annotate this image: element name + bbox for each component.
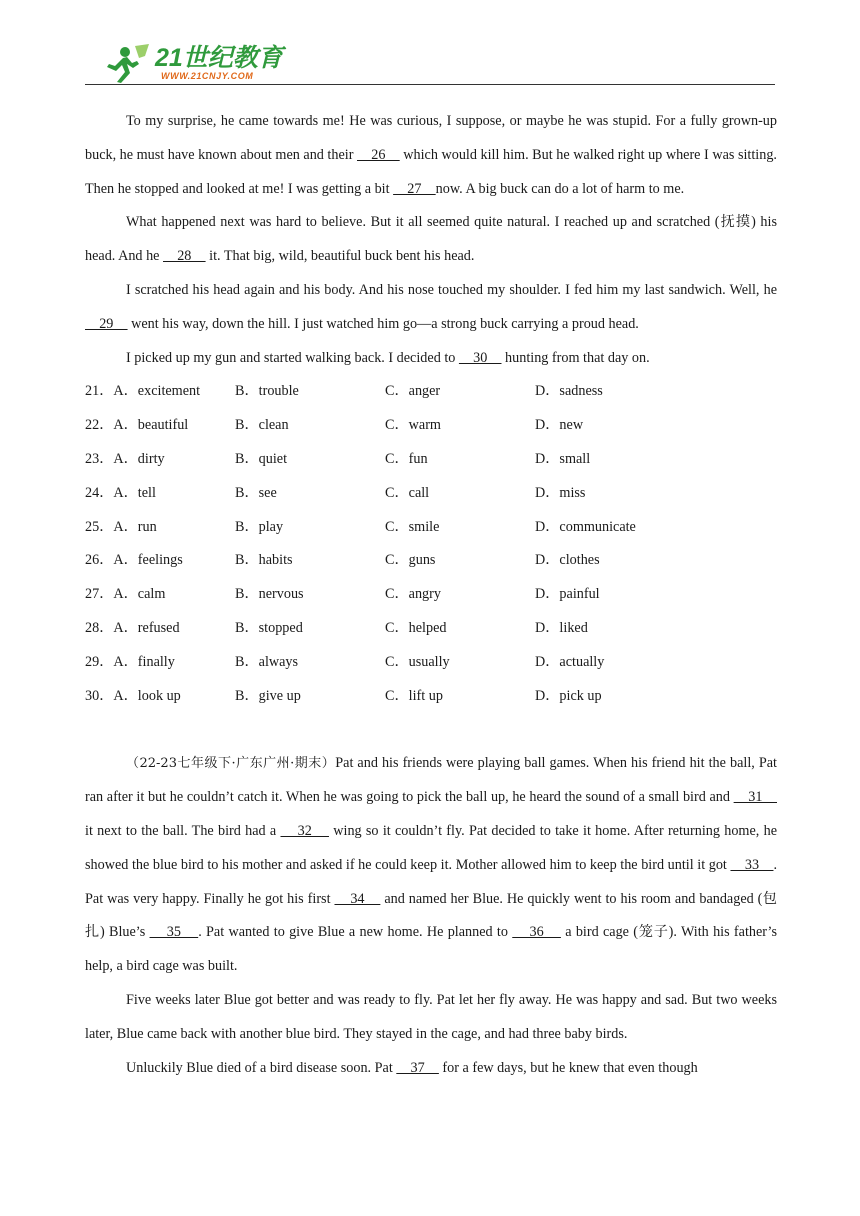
text-span: I scratched his head again and his body. And his nose touched my shoulder. I fed him my last sandwich. Well, he <box>126 281 777 298</box>
option-b: B．give up <box>235 687 301 704</box>
logo <box>105 40 283 84</box>
text-span: hunting from that day on. <box>501 349 650 366</box>
option-d: D．communicate <box>535 518 636 535</box>
text-span: To my surprise, he came towards me! He was curious, I suppose, or maybe he was stupid. For a fully grown-up buck, he must have known about men and their <box>85 113 777 163</box>
option-c: C．guns <box>385 552 436 569</box>
option-a: 24．A．tell <box>85 484 156 501</box>
option-d: D．liked <box>535 619 588 636</box>
blank-37: 37 <box>396 1059 439 1076</box>
option-b: B．clean <box>235 417 289 434</box>
option-b: B．trouble <box>235 383 299 400</box>
option-b: B．stopped <box>235 619 303 636</box>
page-header <box>85 40 775 86</box>
text-span: for a few days, but he knew that even though <box>438 1059 698 1076</box>
text-span: I picked up my gun and started walking back. I decided to <box>126 349 459 366</box>
option-d: D．pick up <box>535 687 602 704</box>
blank-35: 35 <box>149 924 199 941</box>
option-c: C．smile <box>385 518 440 535</box>
option-c: C．helped <box>385 619 447 636</box>
text-span: . Pat was very happy. Finally he got his first <box>85 856 778 907</box>
option-row-25 <box>85 511 777 545</box>
blank-30: 30 <box>458 349 502 366</box>
option-a: 27．A．calm <box>85 586 166 603</box>
option-a: 21．A．excitement <box>85 383 201 400</box>
option-row-23 <box>85 443 777 477</box>
option-d: D．actually <box>535 653 605 670</box>
option-d: D．miss <box>535 484 586 501</box>
option-a: 22．A．beautiful <box>85 417 189 434</box>
option-c: C．angry <box>385 586 441 603</box>
option-a: 28．A．refused <box>85 619 180 636</box>
text-span: and named her Blue. He quickly went to his room and bandaged (包扎) Blue’s <box>85 890 777 941</box>
option-row-21 <box>85 375 777 409</box>
option-row-28 <box>85 612 777 646</box>
option-c: C．anger <box>385 383 441 400</box>
text-span: Pat and his friends were playing ball games. When his friend hit the ball, Pat ran after it but he couldn’t catch it. When he was going to pick the ball up, he heard the sound of a small bird and <box>85 755 777 806</box>
option-b: B．habits <box>235 552 293 569</box>
passage2-paragraph-3 <box>85 1052 777 1086</box>
option-a: 29．A．finally <box>85 653 175 670</box>
option-b: B．quiet <box>235 450 288 467</box>
option-c: C．warm <box>385 417 441 434</box>
logo-text <box>155 45 283 81</box>
blank-28: 28 <box>163 248 206 265</box>
option-row-26 <box>85 544 777 578</box>
answer-options <box>85 375 777 713</box>
text-span: wing so it couldn’t fly. Pat decided to take it home. After returning home, he showed the blue bird to his mother and asked if he could keep it. Mother allowed him to keep the bird until it got <box>85 822 777 873</box>
option-b: B．play <box>235 518 284 535</box>
passage1-paragraph-1 <box>85 105 777 206</box>
option-c: C．fun <box>385 450 428 467</box>
option-c: C．lift up <box>385 687 443 704</box>
option-row-30 <box>85 680 777 714</box>
header-divider <box>85 84 775 85</box>
blank-36: 36 <box>512 924 561 941</box>
option-a: 26．A．feelings <box>85 552 183 569</box>
text-span: it. That big, wild, beautiful buck bent his head. <box>205 248 475 265</box>
option-c: C．call <box>385 484 430 501</box>
passage1-paragraph-2 <box>85 206 777 274</box>
blank-26: 26 <box>357 146 400 163</box>
option-d: D．painful <box>535 586 600 603</box>
option-b: B．nervous <box>235 586 304 603</box>
text-span: it next to the ball. The bird had a <box>85 822 281 839</box>
blank-32: 32 <box>280 822 329 839</box>
passage2-paragraph-2: Five weeks later Blue got better and was ready to fly. Pat let her fly away. He was happy and sad. But two weeks later, Blue came back with another blue bird. They stayed in the cage, and had three baby birds. <box>85 991 777 1042</box>
option-row-22 <box>85 409 777 443</box>
logo-url: WWW.21CNJY.COM <box>161 71 254 81</box>
text-span: What happened next was hard to believe. But it all seemed quite natural. I reached up and scratched (抚摸) his head. And he <box>85 214 777 265</box>
text-span: Unluckily Blue died of a bird disease soon. Pat <box>126 1059 397 1076</box>
runner-logo-icon <box>105 42 153 84</box>
section-gap <box>85 713 777 747</box>
option-row-24 <box>85 477 777 511</box>
blank-34: 34 <box>334 890 381 907</box>
document-body <box>85 105 777 1085</box>
option-a: 23．A．dirty <box>85 450 165 467</box>
passage1-paragraph-4 <box>85 342 777 376</box>
option-d: D．small <box>535 450 591 467</box>
blank-31: 31 <box>733 789 777 806</box>
text-span: went his way, down the hill. I just watched him go—a strong buck carrying a proud head. <box>127 315 639 332</box>
option-row-29 <box>85 646 777 680</box>
logo-title: 21世纪教育 <box>155 44 283 72</box>
option-d: D．new <box>535 417 584 434</box>
passage2-paragraph-1 <box>85 747 777 984</box>
text-span: a bird cage (笼子). With his father’s help, a bird cage was built. <box>85 924 778 975</box>
blank-27: 27 <box>393 180 436 197</box>
option-a: 30．A．look up <box>85 687 181 704</box>
passage1-paragraph-3 <box>85 274 777 342</box>
blank-29: 29 <box>85 315 128 332</box>
text-span: which would kill him. But he walked right up where I was sitting. Then he stopped and looked at me! I was getting a bit <box>85 146 777 197</box>
text-span: . Pat wanted to give Blue a new home. He planned to <box>198 924 513 941</box>
option-b: B．see <box>235 484 277 501</box>
option-d: D．clothes <box>535 552 600 569</box>
source-label: （22-23七年级下·广东广州·期末） <box>126 756 336 772</box>
text-span: now. A big buck can do a lot of harm to me. <box>435 180 685 197</box>
blank-33: 33 <box>730 856 774 873</box>
option-b: B．always <box>235 653 299 670</box>
option-row-27 <box>85 578 777 612</box>
option-c: C．usually <box>385 653 450 670</box>
option-d: D．sadness <box>535 383 603 400</box>
option-a: 25．A．run <box>85 518 157 535</box>
